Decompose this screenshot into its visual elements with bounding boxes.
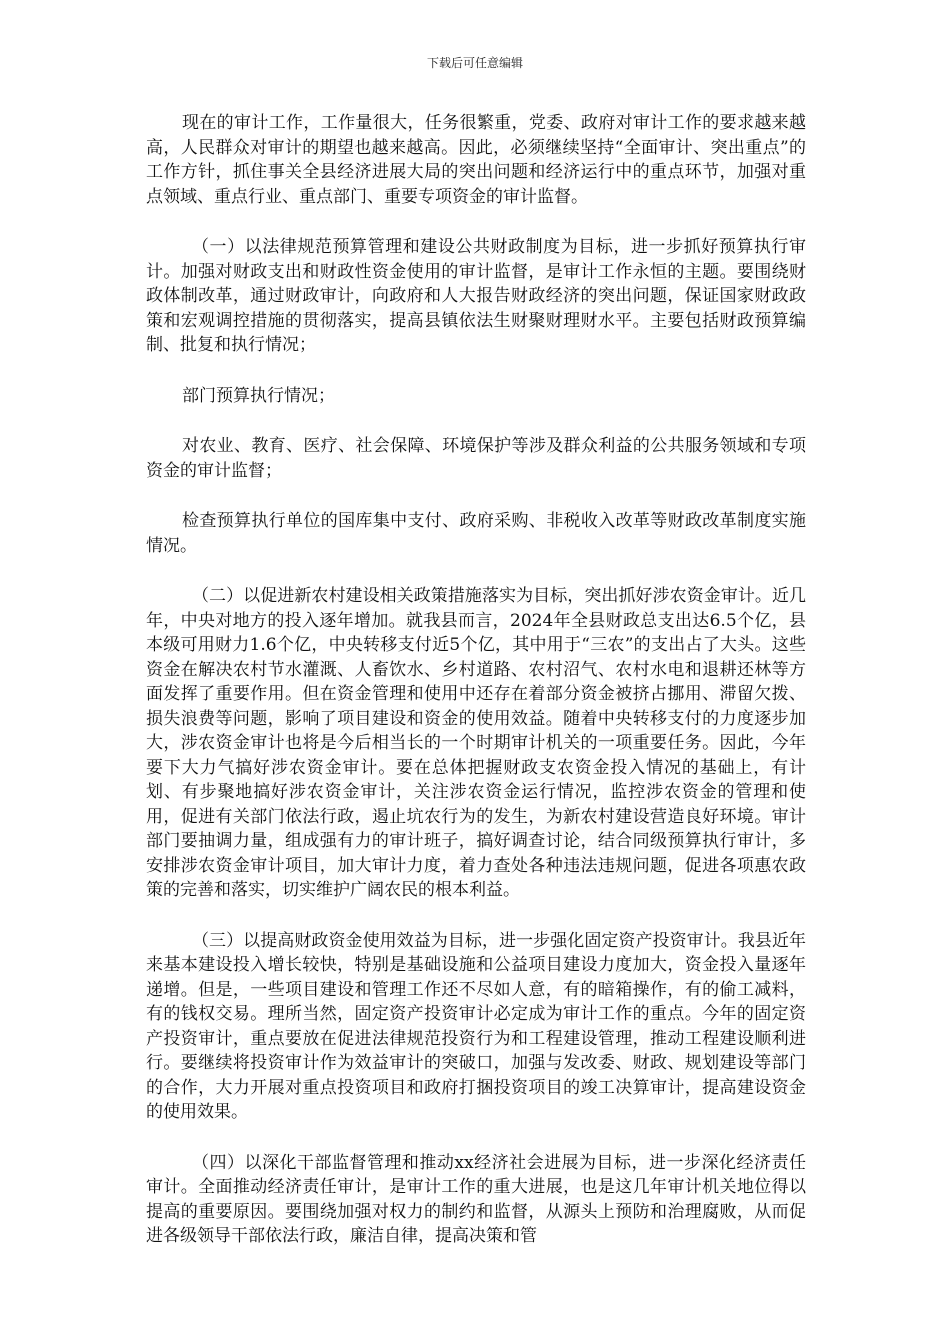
paragraph-intro: 现在的审计工作，工作量很大，任务很繁重，党委、政府对审计工作的要求越来越高，人民群众对审计的期望也越来越高。因此，必须继续坚持“全面审计、突出重点”的工作方针，抓住事关全县经济进展大局的突出问题和经济运行中的重点环节，加强对重点领域、重点行业、重点部门、重要专项资金的审计监督。 [146,113,806,207]
document-body [146,111,806,1275]
paragraph-section-3: （三）以提高财政资金使用效益为目标，进一步强化固定资产投资审计。我县近年来基本建设投入增长较快，特别是基础设施和公益项目建设力度加大，资金投入量逐年递增。但是，一些项目建设和管理工作还不尽如人意，有的暗箱操作，有的偷工减料，有的钱权交易。理所当然，固定资产投资审计必定成为审计工作的重点。今年的固定资产投资审计，重点要放在促进法律规范投资行为和工程建设管理，推动工程建设顺利进行。要继续将投资审计作为效益审计的突破口，加强与发改委、财政、规划建设等部门的合作，大力开展对重点投资项目和政府打捆投资项目的竣工决算审计，提高建设资金的使用效果。 [146,930,806,1122]
page-header: 下载后可任意编辑 [426,56,523,70]
paragraph-treasury-check: 检查预算执行单位的国库集中支付、政府采购、非税收入改革等财政改革制度实施情况。 [146,511,806,556]
paragraph-public-services: 对农业、教育、医疗、社会保障、环境保护等涉及群众利益的公共服务领域和专项资金的审计监督； [146,436,806,481]
paragraph-section-4: （四）以深化干部监督管理和推动xx经济社会进展为目标，进一步深化经济责任审计。全面推动经济责任审计，是审计工作的重大进展，也是这几年审计机关地位得以提高的重要原因。要围绕加强对权力的制约和监督，从源头上预防和治理腐败，从而促进各级领导干部依法行政，廉洁自律，提高决策和管 [146,1152,806,1246]
paragraph-department-budget: 部门预算执行情况； [182,385,335,406]
paragraph-section-2: （二）以促进新农村建设相关政策措施落实为目标，突出抓好涉农资金审计。近几年，中央对地方的投入逐年增加。就我县而言，2024年全县财政总支出达6.5个亿，县本级可用财力1.6个亿，中央转移支付近5个亿，其中用于“三农”的支出占了大头。这些资金在解决农村节水灌溉、人畜饮水、乡村道路、农村沼气、农村水电和退耕还林等方面发挥了重要作用。但在资金管理和使用中还存在着部分资金被挤占挪用、滞留欠拨、损失浪费等问题，影响了项目建设和资金的使用效益。随着中央转移支付的力度逐步加大，涉农资金审计也将是今后相当长的一个时期审计机关的一项重要任务。因此，今年要下大力气搞好涉农资金审计。要在总体把握财政支农资金投入情况的基础上，有计划、有步聚地搞好涉农资金审计，关注涉农资金运行情况，监控涉农资金的管理和使用，促进有关部门依法行政，遏止坑农行为的发生，为新农村建设营造良好环境。审计部门要抽调力量，组成强有力的审计班子，搞好调查讨论，结合同级预算执行审计，多安排涉农资金审计项目，加大审计力度，着力查处各种违法违规问题，促进各项惠农政策的完善和落实，切实维护广阔农民的根本利益。 [146,586,806,900]
paragraph-section-1: （一）以法律规范预算管理和建设公共财政制度为目标，进一步抓好预算执行审计。加强对财政支出和财政性资金使用的审计监督，是审计工作永恒的主题。要围绕财政体制改革，通过财政审计，向政府和人大报告财政经济的突出问题，保证国家财政政策和宏观调控措施的贯彻落实，提高县镇依法生财聚财理财水平。主要包括财政预算编制、批复和执行情况； [146,237,806,355]
